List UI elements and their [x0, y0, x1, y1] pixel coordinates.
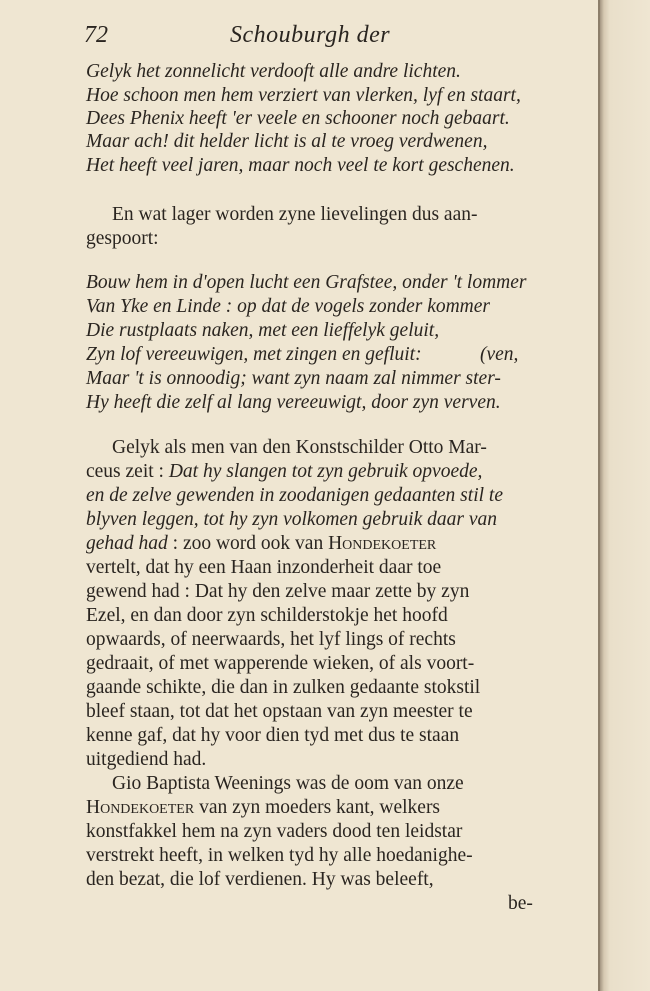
prose-line: verstrekt heeft, in welken tyd hy alle hoedanighe-	[86, 845, 473, 866]
poem1-line: Gelyk het zonnelicht verdooft alle andre lichten.	[86, 61, 461, 82]
prose-line: gewend had : Dat hy den zelve maar zette by zyn	[86, 581, 470, 602]
poem2-line: Bouw hem in d'open lucht een Grafstee, onder 't lommer	[86, 272, 527, 293]
prose-line	[86, 532, 436, 556]
prose-line: opwaards, of neerwaards, het lyf lings of rechts	[86, 629, 456, 650]
prose-text: van zyn moeders kant, welkers	[194, 797, 441, 818]
prose-line: den bezat, die lof verdienen. Hy was beleeft,	[86, 869, 434, 890]
prose-line: en de zelve gewenden in zoodanigen gedaanten stil te	[86, 485, 503, 506]
prose-italic: gehad had	[86, 533, 168, 554]
poem2-line: Van Yke en Linde : op dat de vogels zonder kommer	[86, 296, 491, 317]
prose-line: En wat lager worden zyne lievelingen dus aan-	[112, 204, 478, 225]
prose-text: : zoo word ook van	[167, 533, 329, 554]
poem1-line: Hoe schoon men hem verziert van vlerken, lyf en staart,	[86, 85, 521, 106]
poem2-line: Maar 't is onnoodig; want zyn naam zal nimmer ster-	[86, 368, 501, 389]
prose-line: vertelt, dat hy een Haan inzonderheit daar toe	[86, 557, 442, 578]
prose-line: Ezel, en dan door zyn schilderstokje het hoofd	[86, 605, 448, 626]
prose-line: gespoort:	[86, 228, 159, 249]
poem1-line: Het heeft veel jaren, maar noch veel te kort geschenen.	[86, 155, 515, 176]
prose-line	[86, 460, 482, 484]
prose-italic: Dat hy slangen tot zyn gebruik opvoede,	[168, 461, 483, 482]
prose-line: bleef staan, tot dat het opstaan van zyn meester te	[86, 701, 473, 722]
poem2-carryover: (ven,	[480, 344, 519, 365]
prose-line: Gio Baptista Weenings was de oom van onze	[112, 773, 464, 794]
prose-line: blyven leggen, tot hy zyn volkomen gebruik daar van	[86, 509, 497, 530]
prose-line: konstfakkel hem na zyn vaders dood ten leidstar	[86, 821, 463, 842]
prose-line: gaande schikte, die dan in zulken gedaante stokstil	[86, 677, 481, 698]
page-gutter	[600, 0, 650, 991]
poem2-line: Die rustplaats naken, met een lieffelyk geluit,	[86, 320, 440, 341]
prose-text: ceus zeit :	[86, 461, 169, 482]
poem2-line: Hy heeft die zelf al lang vereeuwigt, door zyn verven.	[86, 392, 501, 413]
poem2-line: Zyn lof vereeuwigen, met zingen en gefluit:	[86, 344, 422, 365]
poem1-line: Dees Phenix heeft 'er veele en schooner noch gebaart.	[86, 108, 510, 129]
prose-line: uitgediend had.	[86, 749, 207, 770]
prose-line	[86, 796, 440, 820]
name-smallcaps: Hondekoeter	[328, 533, 437, 554]
name-smallcaps: Hondekoeter	[86, 797, 195, 818]
prose-line: gedraait, of met wapperende wieken, of als voort-	[86, 653, 475, 674]
page-header	[84, 22, 544, 52]
catchword: be-	[508, 893, 533, 914]
page-number: 72	[84, 22, 108, 48]
prose-line: kenne gaf, dat hy voor dien tyd met dus te staan	[86, 725, 460, 746]
running-title: Schouburgh der	[230, 22, 391, 48]
prose-line: Gelyk als men van den Konstschilder Otto Mar-	[112, 437, 487, 458]
poem1-line: Maar ach! dit helder licht is al te vroeg verdwenen,	[86, 131, 488, 152]
